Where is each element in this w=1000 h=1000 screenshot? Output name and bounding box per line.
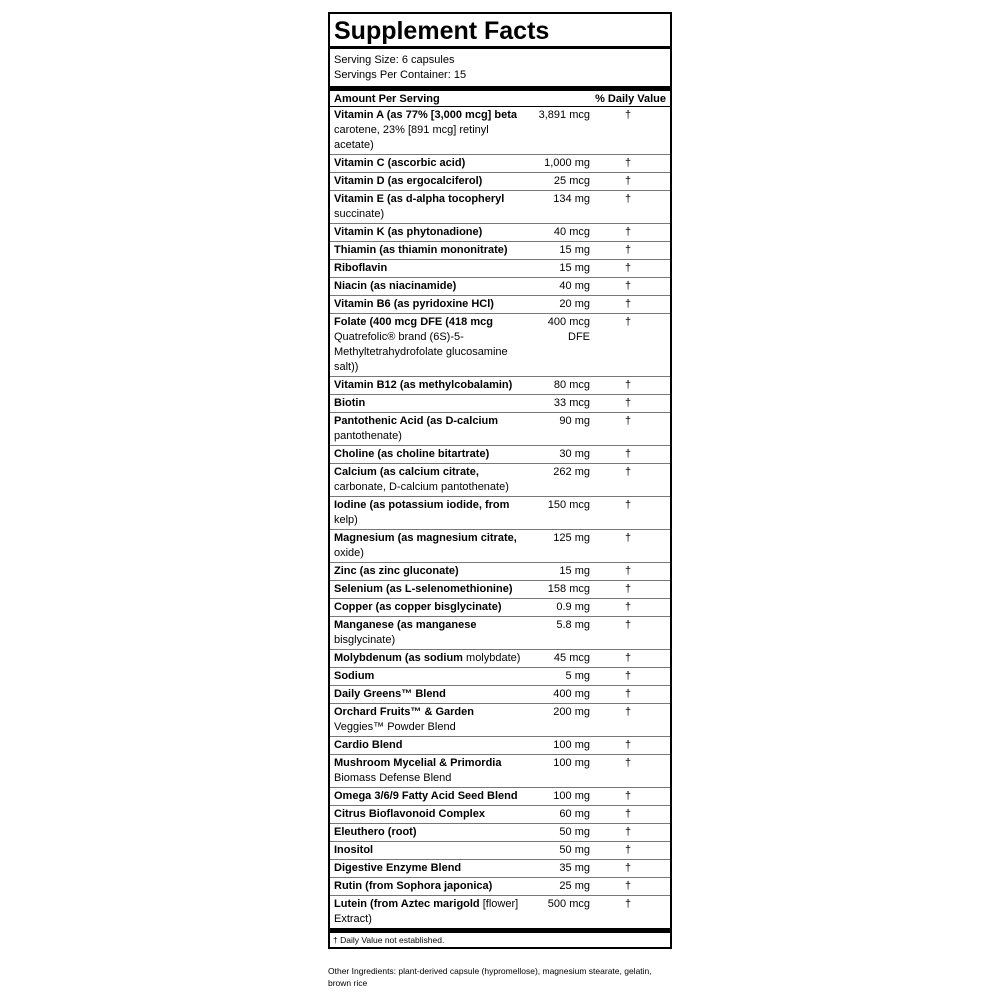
nutrient-name-bold: Vitamin C (ascorbic acid) [334, 157, 466, 169]
nutrient-daily-value: † [624, 844, 632, 856]
nutrient-name-bold: Eleuthero (root) [334, 826, 417, 838]
nutrient-row [330, 377, 670, 395]
nutrient-amount: 1,000 mg [544, 157, 590, 169]
nutrient-name-bold: Omega 3/6/9 Fatty Acid Seed Blend [334, 790, 518, 802]
nutrient-row [330, 278, 670, 296]
nutrient-row [330, 563, 670, 581]
nutrient-name-bold: Magnesium (as magnesium citrate, [334, 532, 517, 544]
nutrient-name [334, 738, 526, 753]
nutrient-name-bold: Niacin (as niacinamide) [334, 280, 457, 292]
nutrient-name-bold: Vitamin E (as d-alpha tocopheryl [334, 193, 505, 205]
table-header [330, 91, 670, 107]
nutrient-amount: 125 mg [553, 532, 590, 544]
nutrient-name-bold: Lutein (from Aztec marigold [334, 898, 480, 910]
servings-per-container: Servings Per Container: 15 [334, 69, 467, 81]
nutrient-name-bold: Choline (as choline bitartrate) [334, 448, 490, 460]
nutrient-daily-value: † [624, 466, 632, 478]
nutrient-amount: 40 mg [559, 280, 590, 292]
nutrient-name [334, 174, 526, 189]
nutrient-amount: 400 mg [553, 688, 590, 700]
nutrient-name [334, 531, 526, 561]
nutrient-daily-value: † [624, 109, 632, 121]
nutrient-list [330, 107, 670, 933]
nutrient-amount: 80 mcg [553, 379, 590, 391]
nutrient-daily-value: † [624, 898, 632, 910]
nutrient-daily-value: † [624, 193, 632, 205]
nutrient-amount: 100 mg [553, 739, 590, 751]
nutrient-name-bold: Biotin [334, 397, 366, 409]
nutrient-row [330, 530, 670, 563]
nutrient-row [330, 878, 670, 896]
nutrient-amount: 45 mcg [553, 652, 590, 664]
serving-info [330, 49, 670, 91]
nutrient-name-bold: Vitamin D (as ergocalciferol) [334, 175, 483, 187]
nutrient-daily-value: † [624, 157, 632, 169]
nutrient-name [334, 315, 526, 375]
nutrient-name [334, 396, 526, 411]
nutrient-amount: 500 mcg [547, 898, 590, 910]
nutrient-name-bold: Orchard Fruits™ & Garden [334, 706, 474, 718]
nutrient-daily-value: † [624, 652, 632, 664]
nutrient-amount: 100 mg [553, 757, 590, 769]
nutrient-row [330, 581, 670, 599]
nutrient-row [330, 806, 670, 824]
nutrient-amount: 100 mg [553, 790, 590, 802]
nutrient-daily-value: † [624, 670, 632, 682]
nutrient-name [334, 600, 526, 615]
nutrient-row [330, 260, 670, 278]
nutrient-row [330, 296, 670, 314]
nutrient-name-bold: Vitamin A (as 77% [3,000 mcg] beta [334, 109, 517, 121]
nutrient-daily-value: † [624, 226, 632, 238]
nutrient-daily-value: † [624, 601, 632, 613]
nutrient-row [330, 413, 670, 446]
nutrient-amount: 50 mg [559, 844, 590, 856]
nutrient-daily-value: † [624, 415, 632, 427]
nutrient-name [334, 378, 526, 393]
nutrient-name [334, 687, 526, 702]
nutrient-daily-value: † [624, 397, 632, 409]
nutrient-name-bold: Digestive Enzyme Blend [334, 862, 462, 874]
nutrient-name [334, 498, 526, 528]
nutrient-amount: 33 mcg [553, 397, 590, 409]
nutrient-daily-value: † [624, 706, 632, 718]
nutrient-amount: 90 mg [559, 415, 590, 427]
daily-value-header: % Daily Value [595, 93, 666, 105]
nutrient-name-detail: Quatrefolic® brand (6S)-5-Methyltetrahydrofolate glucosamine salt)) [334, 331, 508, 373]
nutrient-name-bold: Citrus Bioflavonoid Complex [334, 808, 485, 820]
nutrient-name [334, 414, 526, 444]
nutrient-name [334, 861, 526, 876]
nutrient-name-bold: Iodine (as potassium iodide, from [334, 499, 510, 511]
nutrient-daily-value: † [624, 583, 632, 595]
nutrient-row [330, 824, 670, 842]
nutrient-amount: 262 mg [553, 466, 590, 478]
serving-size: Serving Size: 6 capsules [334, 54, 455, 66]
nutrient-row [330, 788, 670, 806]
nutrient-daily-value: † [624, 316, 632, 328]
nutrient-row [330, 191, 670, 224]
nutrient-name-bold: Copper (as copper bisglycinate) [334, 601, 502, 613]
nutrient-daily-value: † [624, 262, 632, 274]
nutrient-name-bold: Riboflavin [334, 262, 388, 274]
nutrient-name [334, 897, 526, 927]
supplement-facts-panel [328, 12, 672, 949]
nutrient-name [334, 843, 526, 858]
nutrient-name-bold: Vitamin B6 (as pyridoxine HCl) [334, 298, 494, 310]
nutrient-amount: 5 mg [565, 670, 590, 682]
nutrient-row [330, 860, 670, 878]
nutrient-amount: 15 mg [559, 244, 590, 256]
nutrient-name [334, 192, 526, 222]
nutrient-name [334, 825, 526, 840]
panel-title: Supplement Facts [330, 14, 670, 49]
nutrient-name [334, 789, 526, 804]
nutrient-row [330, 599, 670, 617]
nutrient-name [334, 447, 526, 462]
nutrient-daily-value: † [624, 379, 632, 391]
nutrient-daily-value: † [624, 565, 632, 577]
nutrient-name-bold: Vitamin B12 (as methylcobalamin) [334, 379, 513, 391]
nutrient-daily-value: † [624, 790, 632, 802]
nutrient-name-bold: Rutin (from Sophora japonica) [334, 880, 493, 892]
nutrient-amount: 158 mcg [547, 583, 590, 595]
nutrient-name-bold: Folate (400 mcg DFE (418 mcg [334, 316, 493, 328]
nutrient-amount: 25 mcg [553, 175, 590, 187]
nutrient-name-detail: bisglycinate) [334, 634, 396, 646]
nutrient-name-bold: Cardio Blend [334, 739, 403, 751]
nutrient-amount: 134 mg [553, 193, 590, 205]
nutrient-name-detail: Veggies™ Powder Blend [334, 721, 456, 733]
nutrient-name [334, 807, 526, 822]
nutrient-name-bold: Manganese (as manganese [334, 619, 477, 631]
nutrient-name-bold: Vitamin K (as phytonadione) [334, 226, 483, 238]
nutrient-name [334, 651, 526, 666]
nutrient-name-detail: succinate) [334, 208, 385, 220]
nutrient-row [330, 617, 670, 650]
nutrient-name [334, 564, 526, 579]
nutrient-daily-value: † [624, 826, 632, 838]
nutrient-row [330, 314, 670, 377]
nutrient-name-bold: Daily Greens™ Blend [334, 688, 446, 700]
nutrient-amount: 3,891 mcg [538, 109, 590, 121]
nutrient-name [334, 582, 526, 597]
nutrient-name [334, 756, 526, 786]
nutrient-daily-value: † [624, 499, 632, 511]
nutrient-name [334, 225, 526, 240]
nutrient-amount: 200 mg [553, 706, 590, 718]
nutrient-amount: 20 mg [559, 298, 590, 310]
nutrient-row [330, 755, 670, 788]
nutrient-amount: 5.8 mg [556, 619, 590, 631]
nutrient-amount: 400 mcg DFE [547, 316, 590, 343]
nutrient-name-detail: carotene, 23% [891 mcg] retinyl acetate) [334, 124, 489, 151]
nutrient-row [330, 668, 670, 686]
nutrient-daily-value: † [624, 244, 632, 256]
nutrient-row [330, 737, 670, 755]
nutrient-daily-value: † [624, 175, 632, 187]
nutrient-amount: 25 mg [559, 880, 590, 892]
nutrient-daily-value: † [624, 757, 632, 769]
nutrient-name [334, 108, 526, 153]
nutrient-row [330, 704, 670, 737]
nutrient-name-bold: Thiamin (as thiamin mononitrate) [334, 244, 508, 256]
nutrient-name-bold: Molybdenum (as sodium [334, 652, 463, 664]
nutrient-name-bold: Selenium (as L-selenomethionine) [334, 583, 513, 595]
nutrient-row [330, 686, 670, 704]
nutrient-row [330, 650, 670, 668]
nutrient-name-bold: Zinc (as zinc gluconate) [334, 565, 459, 577]
nutrient-name [334, 261, 526, 276]
nutrient-daily-value: † [624, 298, 632, 310]
nutrient-name [334, 618, 526, 648]
footnote: † Daily Value not established. [333, 935, 445, 945]
nutrient-name-detail: carbonate, D-calcium pantothenate) [334, 481, 509, 493]
nutrient-daily-value: † [624, 532, 632, 544]
nutrient-row [330, 446, 670, 464]
nutrient-row [330, 842, 670, 860]
nutrient-name [334, 279, 526, 294]
nutrient-row [330, 173, 670, 191]
nutrient-row [330, 155, 670, 173]
nutrient-name [334, 879, 526, 894]
amount-per-serving-header: Amount Per Serving [334, 93, 440, 105]
nutrient-amount: 15 mg [559, 262, 590, 274]
nutrient-daily-value: † [624, 739, 632, 751]
nutrient-daily-value: † [624, 880, 632, 892]
nutrient-name-bold: Inositol [334, 844, 374, 856]
nutrient-amount: 150 mcg [547, 499, 590, 511]
nutrient-name-detail: oxide) [334, 547, 364, 559]
nutrient-name-bold: Sodium [334, 670, 375, 682]
nutrient-name-detail: molybdate) [466, 652, 521, 664]
nutrient-name [334, 465, 526, 495]
nutrient-amount: 35 mg [559, 862, 590, 874]
nutrient-daily-value: † [624, 619, 632, 631]
nutrient-name [334, 156, 526, 171]
nutrient-name-detail: kelp) [334, 514, 358, 526]
nutrient-amount: 30 mg [559, 448, 590, 460]
nutrient-amount: 40 mcg [553, 226, 590, 238]
nutrient-name-detail: pantothenate) [334, 430, 402, 442]
nutrient-amount: 60 mg [559, 808, 590, 820]
nutrient-daily-value: † [624, 280, 632, 292]
nutrient-amount: 15 mg [559, 565, 590, 577]
nutrient-row [330, 395, 670, 413]
nutrient-name-bold: Pantothenic Acid (as D-calcium [334, 415, 499, 427]
nutrient-daily-value: † [624, 862, 632, 874]
nutrient-amount: 50 mg [559, 826, 590, 838]
nutrient-name [334, 297, 526, 312]
nutrient-name-bold: Calcium (as calcium citrate, [334, 466, 479, 478]
nutrient-name [334, 705, 526, 735]
nutrient-row [330, 107, 670, 155]
nutrient-amount: 0.9 mg [556, 601, 590, 613]
nutrient-daily-value: † [624, 808, 632, 820]
nutrient-row [330, 896, 670, 933]
nutrient-name [334, 243, 526, 258]
nutrient-name-detail: Biomass Defense Blend [334, 772, 452, 784]
nutrient-name [334, 669, 526, 684]
nutrient-row [330, 497, 670, 530]
nutrient-daily-value: † [624, 448, 632, 460]
nutrient-row [330, 242, 670, 260]
nutrient-row [330, 464, 670, 497]
nutrient-name-bold: Mushroom Mycelial & Primordia [334, 757, 502, 769]
other-ingredients: Other Ingredients: plant-derived capsule (hypromellose), magnesium stearate, gelatin, brown rice [328, 966, 652, 988]
nutrient-name-detail: [flower] Extract) [334, 898, 519, 925]
nutrient-row [330, 224, 670, 242]
nutrient-daily-value: † [624, 688, 632, 700]
